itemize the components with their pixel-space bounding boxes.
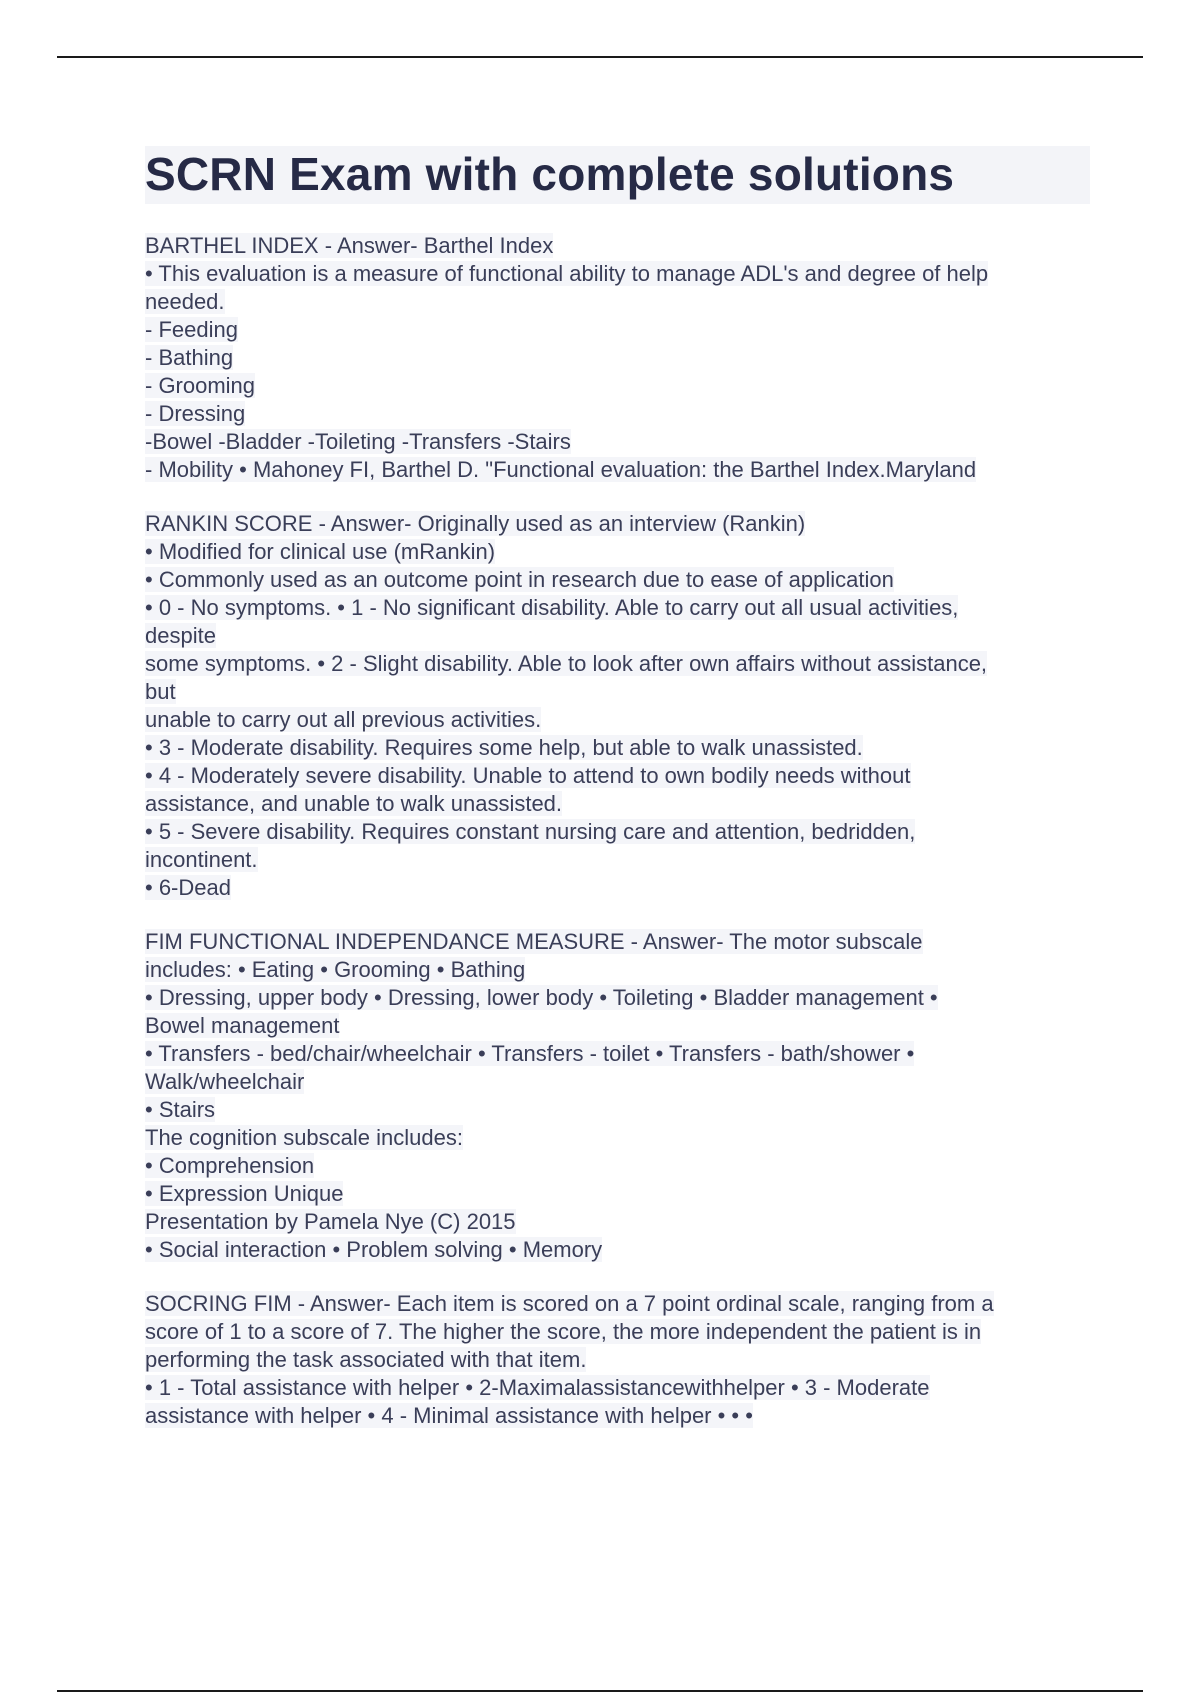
section-heading-line bbox=[145, 510, 1090, 538]
section-text-line bbox=[145, 538, 1090, 566]
section-text-line bbox=[145, 1318, 1090, 1346]
qa-section bbox=[145, 510, 1090, 902]
line-text: • 1 - Total assistance with helper • 2-Maximalassistancewithhelper • 3 - Moderate bbox=[145, 1375, 930, 1400]
line-text: - Feeding bbox=[145, 317, 238, 342]
top-rule bbox=[57, 56, 1143, 58]
line-text: but bbox=[145, 679, 176, 704]
section-text-line bbox=[145, 1374, 1090, 1402]
line-text: despite bbox=[145, 623, 216, 648]
section-text-line bbox=[145, 594, 1090, 622]
section-text-line bbox=[145, 1402, 1090, 1430]
section-text-line bbox=[145, 734, 1090, 762]
section-text-line bbox=[145, 1152, 1090, 1180]
line-text: Walk/wheelchair bbox=[145, 1069, 305, 1094]
line-text: - Mobility • Mahoney FI, Barthel D. "Functional evaluation: the Barthel Index.Maryland bbox=[145, 457, 977, 482]
line-text: - Bathing bbox=[145, 345, 234, 370]
section-text-line bbox=[145, 1180, 1090, 1208]
section-text-line bbox=[145, 344, 1090, 372]
section-text-line bbox=[145, 1096, 1090, 1124]
line-text: - Grooming bbox=[145, 373, 256, 398]
line-text: • Dressing, upper body • Dressing, lower body • Toileting • Bladder management • bbox=[145, 985, 938, 1010]
section-text-line bbox=[145, 260, 1090, 288]
line-text: needed. bbox=[145, 289, 225, 314]
line-text: assistance with helper • 4 - Minimal assistance with helper • • • bbox=[145, 1403, 753, 1428]
document-body bbox=[145, 146, 1090, 1456]
line-text: • Transfers - bed/chair/wheelchair • Transfers - toilet • Transfers - bath/shower • bbox=[145, 1041, 915, 1066]
line-text: - Dressing bbox=[145, 401, 246, 426]
line-text: Bowel management bbox=[145, 1013, 340, 1038]
bottom-rule bbox=[57, 1690, 1143, 1692]
qa-section bbox=[145, 928, 1090, 1264]
section-text-line bbox=[145, 372, 1090, 400]
line-text: SOCRING FIM - Answer- Each item is scored on a 7 point ordinal scale, ranging from a bbox=[145, 1291, 994, 1316]
line-text: • Comprehension bbox=[145, 1153, 315, 1178]
section-text-line bbox=[145, 846, 1090, 874]
sections-container bbox=[145, 232, 1090, 1430]
line-text: -Bowel -Bladder -Toileting -Transfers -Stairs bbox=[145, 429, 571, 454]
section-text-line bbox=[145, 1012, 1090, 1040]
qa-section bbox=[145, 232, 1090, 484]
section-text-line bbox=[145, 762, 1090, 790]
line-text: BARTHEL INDEX - Answer- Barthel Index bbox=[145, 233, 554, 258]
section-text-line bbox=[145, 456, 1090, 484]
section-text-line bbox=[145, 956, 1090, 984]
section-text-line bbox=[145, 622, 1090, 650]
line-text: • Social interaction • Problem solving • Memory bbox=[145, 1237, 603, 1262]
section-text-line bbox=[145, 984, 1090, 1012]
line-text: The cognition subscale includes: bbox=[145, 1125, 463, 1150]
line-text: • Expression Unique bbox=[145, 1181, 344, 1206]
line-text: • Modified for clinical use (mRankin) bbox=[145, 539, 496, 564]
document-title: SCRN Exam with complete solutions bbox=[145, 146, 1090, 204]
line-text: FIM FUNCTIONAL INDEPENDANCE MEASURE - Answer- The motor subscale bbox=[145, 929, 923, 954]
section-text-line bbox=[145, 1208, 1090, 1236]
section-text-line bbox=[145, 1124, 1090, 1152]
section-text-line bbox=[145, 400, 1090, 428]
section-text-line bbox=[145, 678, 1090, 706]
line-text: • This evaluation is a measure of functional ability to manage ADL's and degree of help bbox=[145, 261, 989, 286]
section-text-line bbox=[145, 316, 1090, 344]
section-text-line bbox=[145, 874, 1090, 902]
line-text: • 3 - Moderate disability. Requires some help, but able to walk unassisted. bbox=[145, 735, 863, 760]
line-text: unable to carry out all previous activities. bbox=[145, 707, 542, 732]
line-text: RANKIN SCORE - Answer- Originally used as an interview (Rankin) bbox=[145, 511, 806, 536]
section-text-line bbox=[145, 1040, 1090, 1068]
section-text-line bbox=[145, 818, 1090, 846]
line-text: • 6-Dead bbox=[145, 875, 231, 900]
section-text-line bbox=[145, 1236, 1090, 1264]
line-text: • 0 - No symptoms. • 1 - No significant disability. Able to carry out all usual activities, bbox=[145, 595, 959, 620]
section-text-line bbox=[145, 288, 1090, 316]
section-heading-line bbox=[145, 928, 1090, 956]
line-text: • 5 - Severe disability. Requires constant nursing care and attention, bedridden, bbox=[145, 819, 916, 844]
line-text: Presentation by Pamela Nye (C) 2015 bbox=[145, 1209, 516, 1234]
line-text: score of 1 to a score of 7. The higher the score, the more independent the patient is in bbox=[145, 1319, 982, 1344]
qa-section bbox=[145, 1290, 1090, 1430]
section-text-line bbox=[145, 1068, 1090, 1096]
line-text: performing the task associated with that item. bbox=[145, 1347, 587, 1372]
section-text-line bbox=[145, 1346, 1090, 1374]
section-text-line bbox=[145, 428, 1090, 456]
line-text: • 4 - Moderately severe disability. Unable to attend to own bodily needs without bbox=[145, 763, 911, 788]
line-text: some symptoms. • 2 - Slight disability. Able to look after own affairs without assistance, bbox=[145, 651, 988, 676]
section-text-line bbox=[145, 706, 1090, 734]
section-text-line bbox=[145, 566, 1090, 594]
line-text: includes: • Eating • Grooming • Bathing bbox=[145, 957, 526, 982]
section-heading-line bbox=[145, 232, 1090, 260]
section-text-line bbox=[145, 650, 1090, 678]
section-text-line bbox=[145, 790, 1090, 818]
line-text: assistance, and unable to walk unassisted. bbox=[145, 791, 563, 816]
line-text: • Stairs bbox=[145, 1097, 216, 1122]
line-text: incontinent. bbox=[145, 847, 258, 872]
section-heading-line bbox=[145, 1290, 1090, 1318]
line-text: • Commonly used as an outcome point in research due to ease of application bbox=[145, 567, 894, 592]
